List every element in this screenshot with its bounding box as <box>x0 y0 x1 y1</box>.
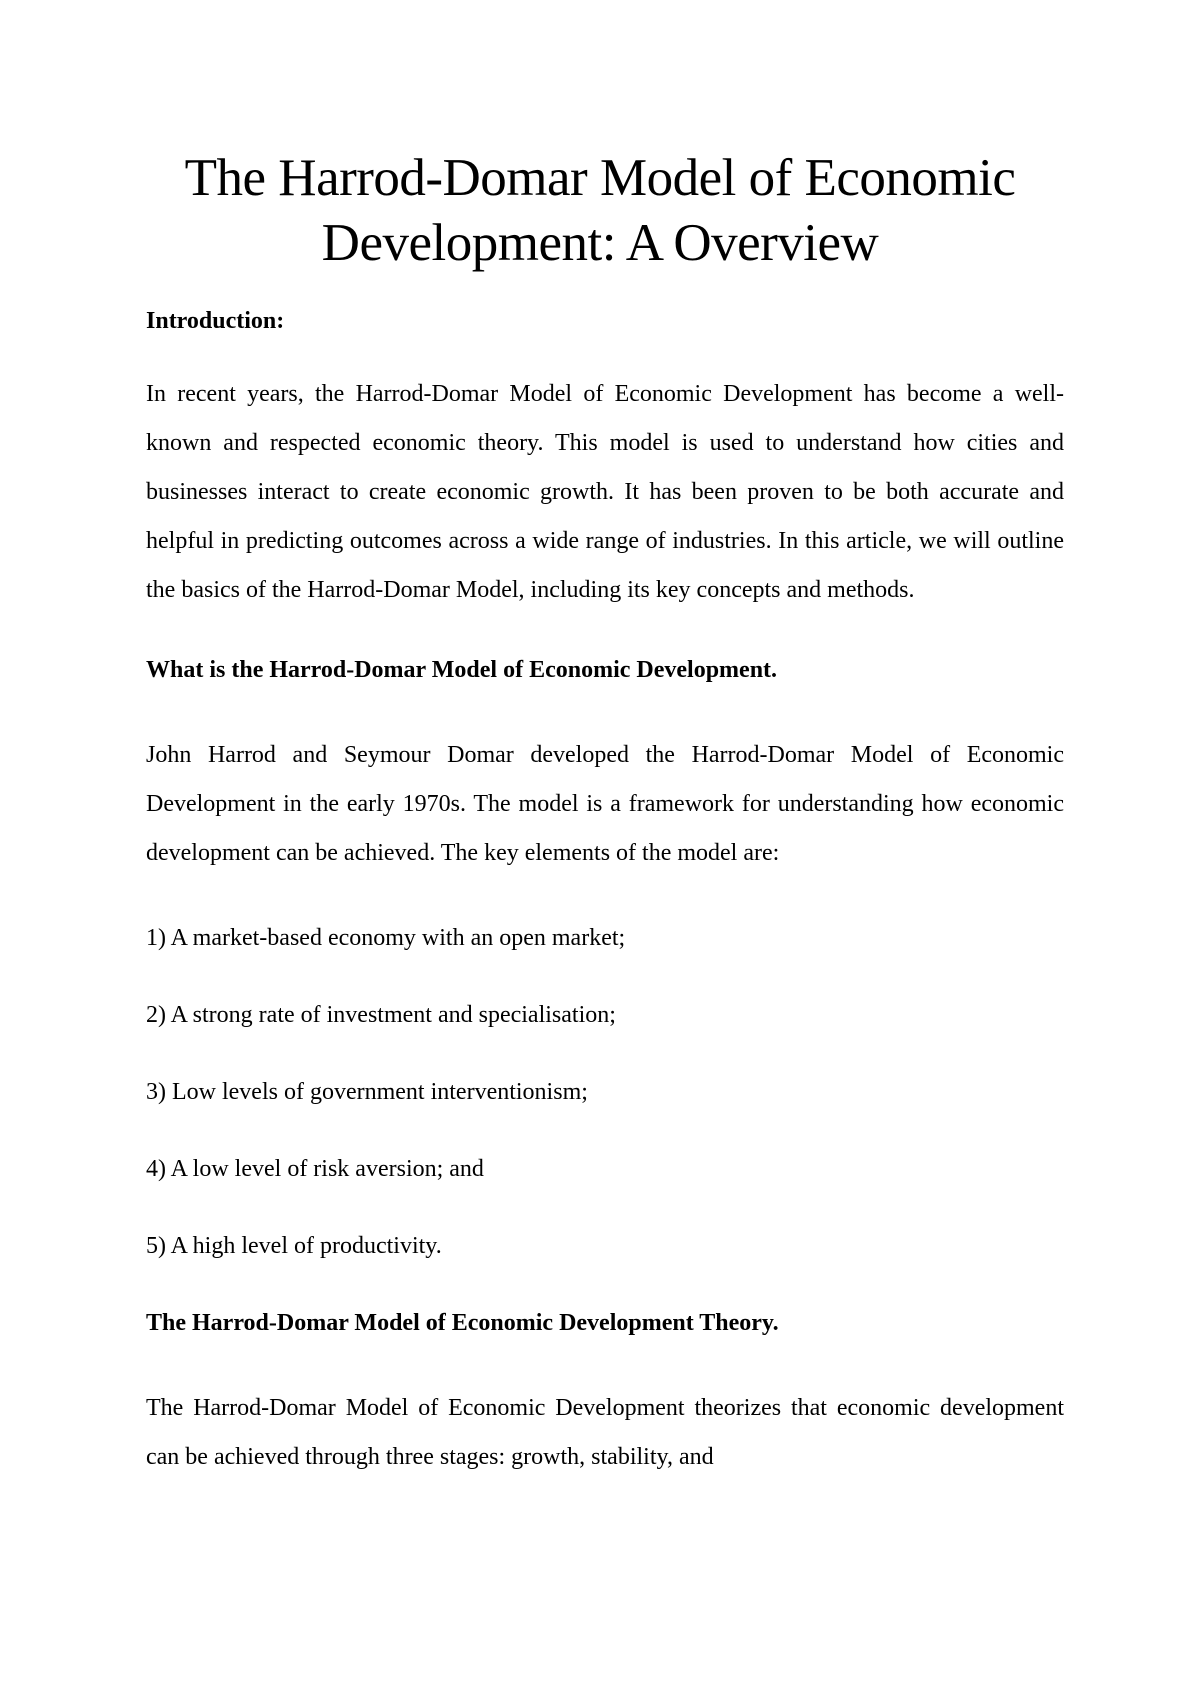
list-item: 4) A low level of risk aversion; and <box>146 1156 484 1182</box>
document-title <box>0 146 1200 276</box>
introduction-heading: Introduction: <box>146 308 285 334</box>
list-item: 5) A high level of productivity. <box>146 1233 442 1259</box>
list-item: 1) A market-based economy with an open market; <box>146 925 626 951</box>
document-body <box>146 305 1064 1482</box>
what-is-paragraph: John Harrod and Seymour Domar developed the Harrod-Domar Model of Economic Development in the early 1970s. The model is a framework for understanding how economic development can be achieved. The key elements of the model are: <box>146 742 1064 866</box>
what-is-heading: What is the Harrod-Domar Model of Economic Development. <box>146 657 778 683</box>
list-item: 3) Low levels of government interventionism; <box>146 1079 588 1105</box>
title-line-2: Development: A Overview <box>321 214 879 272</box>
list-item: 2) A strong rate of investment and specialisation; <box>146 1002 616 1028</box>
title-line-1: The Harrod-Domar Model of Economic <box>184 149 1016 207</box>
introduction-paragraph: In recent years, the Harrod-Domar Model of Economic Development has become a well-known and respected economic theory. This model is used to understand how cities and businesses interact to create economic growth. It has been proven to be both accurate and helpful in predicting outcomes across a wide range of industries. In this article, we will outline the basics of the Harrod-Domar Model, including its key concepts and methods. <box>146 381 1064 603</box>
theory-paragraph: The Harrod-Domar Model of Economic Development theorizes that economic development can be achieved through three stages: growth, stability, and <box>146 1395 1064 1470</box>
theory-heading: The Harrod-Domar Model of Economic Development Theory. <box>146 1310 779 1336</box>
